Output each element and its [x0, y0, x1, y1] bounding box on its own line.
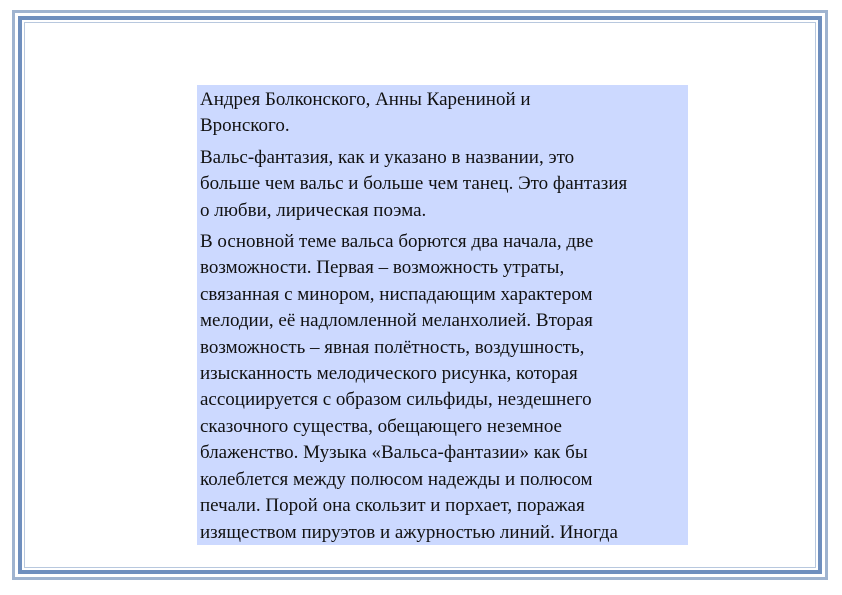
paragraph-3: В основной теме вальса борются два начала, две возможности. Первая – возможность утраты, связанная с минором, ниспадающим характером мелодии, её надломленной меланхолией. Вторая возможность – явная полётность, воздушность, изысканность мелодического рисунка, которая ассоциируется с образом сильфиды, нездешнего сказочного существа, обещающего неземное блаженство. Музыка «Вальса-фантазии» как бы колеблется между полюсом надежды и полюсом печали. Порой она скользит и порхает, поражая изяществом пируэтов и ажурностью линий. Иногда — [200, 231, 618, 543]
paragraph-2: Вальс-фантазия, как и указано в названии, это больше чем вальс и больше чем танец. Это фантазия о любви, лирическая поэма. — [200, 146, 628, 221]
paragraph-1: Андрея Болконского, Анны Карениной и Вронского. — [200, 89, 531, 137]
text-box — [197, 85, 688, 545]
